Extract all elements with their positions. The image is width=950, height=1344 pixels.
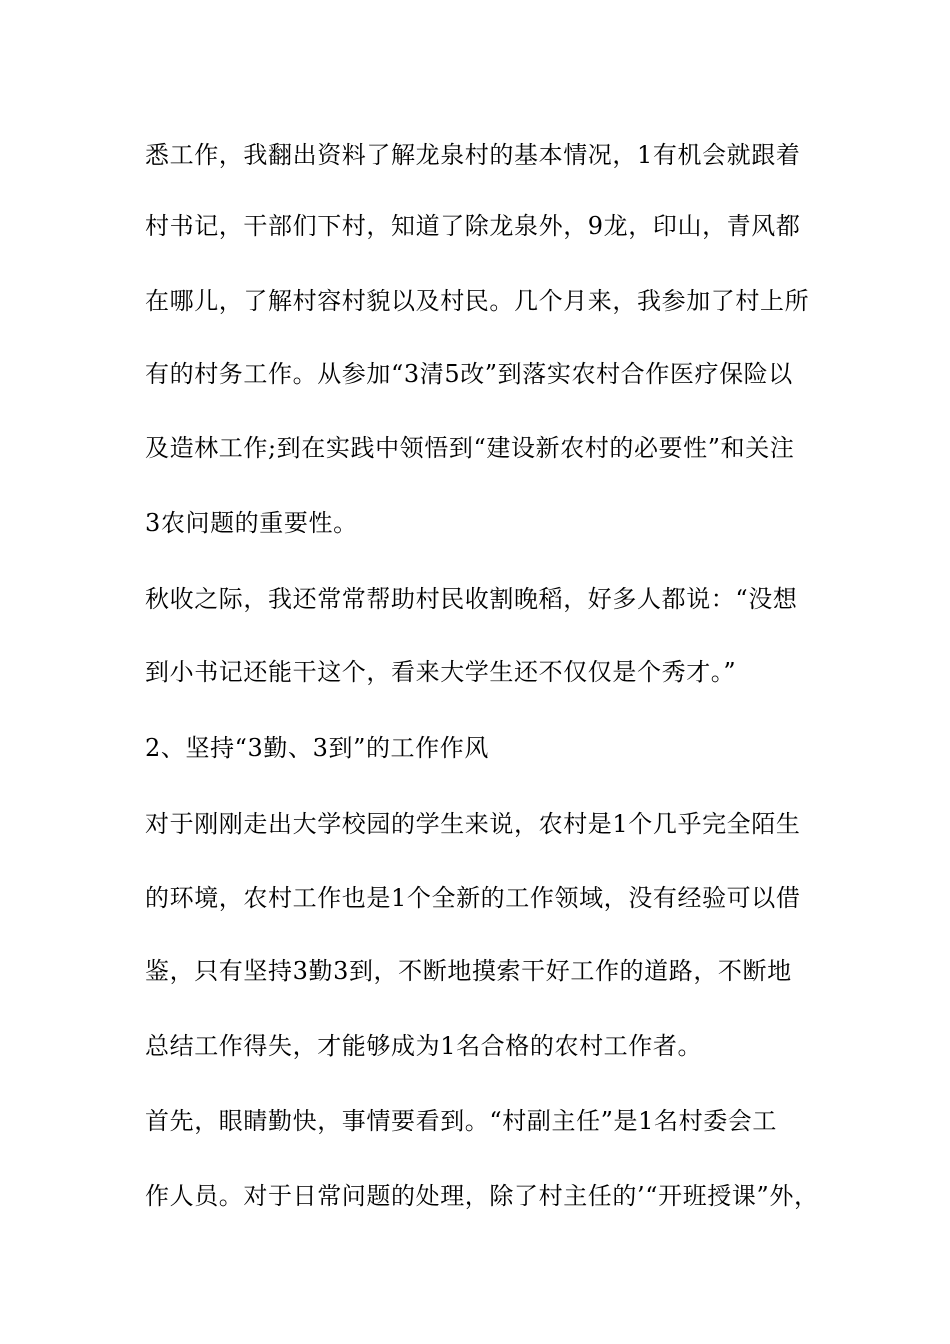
text-line: 在哪儿，了解村容村貌以及村民。几个月来，我参加了村上所 [145,287,810,315]
text-line: 3农问题的重要性。 [145,509,358,537]
text-line: 作人员。对于日常问题的处理，除了村主任的’“开班授课”外， [145,1182,819,1210]
text-line: 秋收之际，我还常常帮助村民收割晚稻，好多人都说：“没想 [145,585,798,613]
text-line: 有的村务工作。从参加“3清5改”到落实农村合作医疗保险以 [145,360,793,388]
text-line: 及造林工作;到在实践中领悟到“建设新农村的必要性”和关注 [145,434,795,462]
text-line: 村书记，干部们下村，知道了除龙泉外，9龙，印山，青风都 [145,212,801,240]
text-line: 鉴，只有坚持3勤3到，不断地摸索干好工作的道路，不断地 [145,957,792,985]
text-line: 总结工作得失，才能够成为1名合格的农村工作者。 [145,1032,703,1060]
text-line: 首先，眼睛勤快，事情要看到。“村副主任”是1名村委会工 [145,1107,778,1135]
text-line: 悉工作，我翻出资料了解龙泉村的基本情况，1有机会就跟着 [145,141,801,169]
text-line: 的环境，农村工作也是1个全新的工作领域，没有经验可以借 [145,884,801,912]
text-line: 到小书记还能干这个，看来大学生还不仅仅是个秀才。” [145,658,737,686]
section-heading: 2、坚持“3勤、3到”的工作作风 [145,734,489,762]
text-line: 对于刚刚走出大学校园的学生来说，农村是1个几乎完全陌生 [145,810,801,838]
